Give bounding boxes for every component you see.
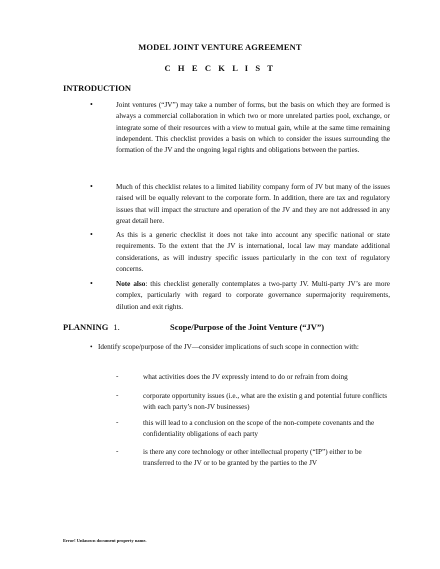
planning-subitem-1: what activities does the JV expressly intend to do or refrain from doing — [143, 373, 348, 381]
introduction-heading: INTRODUCTION — [63, 83, 132, 93]
note-also-label: Note also — [116, 280, 146, 288]
document-title: MODEL JOINT VENTURE AGREEMENT — [138, 42, 302, 52]
dash-icon: - — [116, 372, 119, 380]
planning-title: Scope/Purpose of the Joint Venture (“JV”) — [170, 322, 325, 332]
document-subtitle: C H E C K L I S T — [164, 63, 276, 73]
planning-subitem-3: this will lead to a conclusion on the scope of the non-compete covenants and the confidentiality obligations of each party — [143, 419, 375, 439]
intro-paragraph-4 — [116, 279, 390, 313]
planning-subitem-2: corporate opportunity issues (i.e., what are the existin g and potential future conflicts with each party’s non-JV businesses) — [143, 392, 388, 412]
identify-paragraph — [90, 342, 390, 353]
intro-paragraph-1: Joint ventures (“JV”) may take a number of forms, but the basis on which they are formed is always a commercial collaboration in which two or more unrelated parties pool, exchange, or integrate some of their resources with a view to mutual gain, while at the same time remaining independent. This checklist provides a basis on which to consider the issues surrounding the formation of the JV and the ongoing legal rights and obligations between the parties. — [116, 101, 390, 155]
bullet-icon: • — [90, 343, 93, 351]
dash-icon: - — [116, 391, 119, 399]
planning-subitem-4: is there any core technology or other intellectual property (“IP”) either to be transferred to the JV or to be granted by the parties to the JV — [143, 448, 362, 468]
bullet-icon: • — [90, 182, 93, 191]
bullet-icon: • — [90, 230, 93, 239]
dash-icon: - — [116, 418, 119, 426]
note-also-text: : this checklist generally contemplates a two-party JV. Multi-party JV’s are more complex, particularly with regard to corporate governance supermajority requirements, dilution and exit rights. — [116, 280, 390, 311]
footer-error-text: Error! Unknown document property name. — [63, 538, 147, 543]
planning-number: 1. — [113, 322, 120, 332]
bullet-icon: • — [90, 279, 93, 288]
bullet-icon: • — [90, 100, 93, 109]
planning-heading — [63, 322, 325, 332]
intro-paragraph-2: Much of this checklist relates to a limited liability company form of JV but many of the issues raised will be equally relevant to the corporate form. In addition, there are tax and regulatory issues that will impact the structure and operation of the JV and they are not addressed in any great detail here. — [116, 183, 390, 225]
identify-text: Identify scope/purpose of the JV—consider implications of such scope in connection with: — [98, 343, 359, 351]
dash-icon: - — [116, 447, 119, 455]
planning-label: PLANNING — [63, 322, 109, 332]
intro-paragraph-3: As this is a generic checklist it does not take into account any specific national or state requirements. To the extent that the JV is international, local law may mandate additional considerations, as will industry specific issues particularly in the con text of regulatory concerns. — [116, 231, 390, 273]
